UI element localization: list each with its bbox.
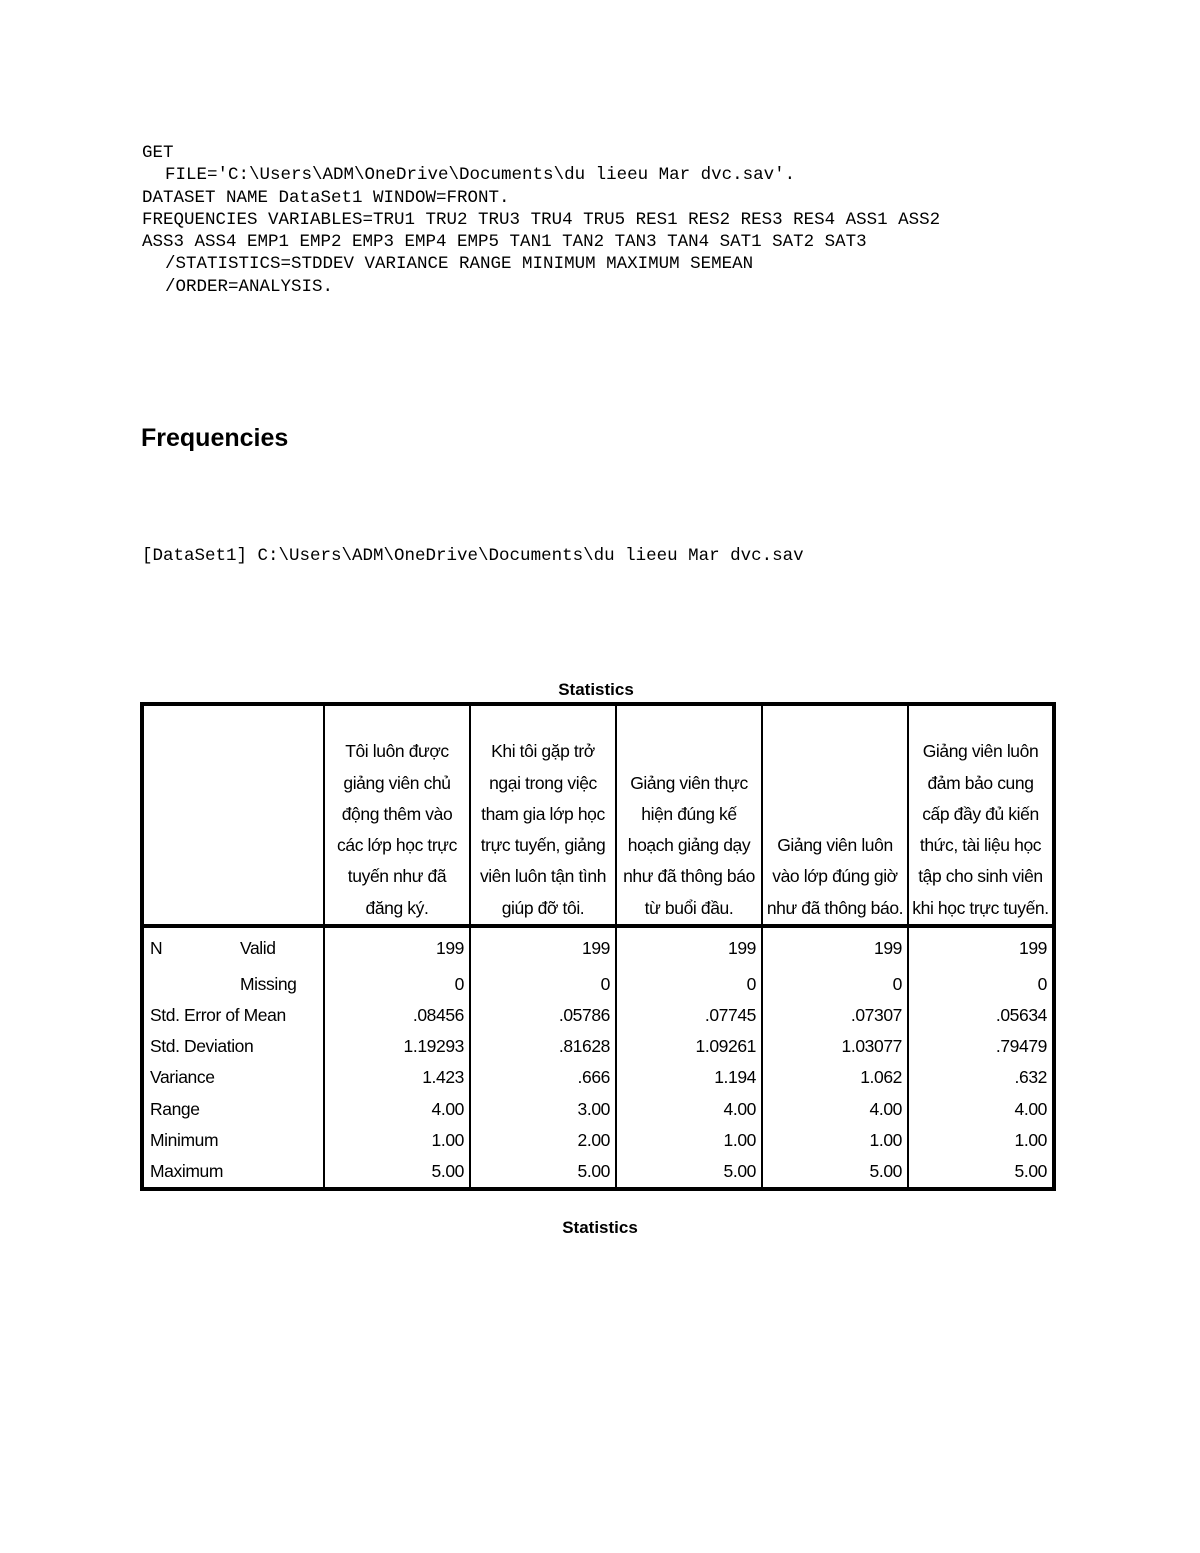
- table-cell: 199: [616, 926, 762, 968]
- row-label-empty: [142, 968, 234, 1000]
- table-cell: 5.00: [470, 1156, 616, 1189]
- syntax-line: ASS3 ASS4 EMP1 EMP2 EMP3 EMP4 EMP5 TAN1 TAN2 TAN3 TAN4 SAT1 SAT2 SAT3: [142, 232, 867, 253]
- table-cell: 4.00: [762, 1094, 908, 1125]
- table-cell: .632: [908, 1062, 1054, 1093]
- table-cell: 199: [908, 926, 1054, 968]
- syntax-block: [142, 142, 940, 298]
- table-cell: 199: [470, 926, 616, 968]
- table-cell: 5.00: [324, 1156, 470, 1189]
- table-cell: 5.00: [762, 1156, 908, 1189]
- table-cell: 1.03077: [762, 1031, 908, 1062]
- syntax-line: FREQUENCIES VARIABLES=TRU1 TRU2 TRU3 TRU4 TRU5 RES1 RES2 RES3 RES4 ASS1 ASS2: [142, 209, 941, 230]
- table-cell: .05634: [908, 1000, 1054, 1031]
- table-header-row: [142, 704, 1054, 926]
- table-cell: 1.00: [762, 1125, 908, 1156]
- table-cell: 199: [762, 926, 908, 968]
- row-label-n: N: [150, 937, 163, 958]
- table-cell: 1.00: [324, 1125, 470, 1156]
- table-cell: 4.00: [616, 1094, 762, 1125]
- dataset-path: [DataSet1] C:\Users\ADM\OneDrive\Documents\du lieeu Mar dvc.sav: [142, 546, 804, 566]
- table-cell: .07745: [616, 1000, 762, 1031]
- row-label-minimum: Minimum: [142, 1125, 324, 1156]
- statistics-table: [140, 702, 1056, 1191]
- table-cell: 4.00: [324, 1094, 470, 1125]
- table-row-valid: [142, 926, 1054, 968]
- syntax-line: /STATISTICS=STDDEV VARIANCE RANGE MINIMUM MAXIMUM SEMEAN: [165, 254, 754, 275]
- table-row-variance: [142, 1062, 1054, 1093]
- table-cell: 1.062: [762, 1062, 908, 1093]
- row-label-maximum: Maximum: [142, 1156, 324, 1189]
- table-row-range: [142, 1094, 1054, 1125]
- table-cell: 5.00: [616, 1156, 762, 1189]
- table-cell: 5.00: [908, 1156, 1054, 1189]
- column-header: Khi tôi gặp trở ngại trong việc tham gia lớp học trực tuyến, giảng viên luôn tận tình giúp đỡ tôi.: [470, 704, 616, 926]
- table-cell: .07307: [762, 1000, 908, 1031]
- header-corner: [142, 704, 324, 926]
- table-cell: 1.00: [908, 1125, 1054, 1156]
- table-cell: 1.09261: [616, 1031, 762, 1062]
- column-header: Giảng viên thực hiện đúng kế hoạch giảng dạy như đã thông báo từ buổi đầu.: [616, 704, 762, 926]
- table-cell: 0: [762, 968, 908, 1000]
- row-label-range: Range: [142, 1094, 324, 1125]
- statistics-table-title: Statistics: [558, 680, 634, 699]
- table-cell: 0: [470, 968, 616, 1000]
- table-cell: .79479: [908, 1031, 1054, 1062]
- table-row-maximum: [142, 1156, 1054, 1189]
- table-cell: 2.00: [470, 1125, 616, 1156]
- syntax-line: DATASET NAME DataSet1 WINDOW=FRONT.: [142, 187, 510, 208]
- table-cell: .81628: [470, 1031, 616, 1062]
- table-cell: .08456: [324, 1000, 470, 1031]
- table-row-minimum: [142, 1125, 1054, 1156]
- table-cell: 0: [324, 968, 470, 1000]
- table-cell: 0: [616, 968, 762, 1000]
- table-cell: 1.19293: [324, 1031, 470, 1062]
- syntax-line: FILE='C:\Users\ADM\OneDrive\Documents\du lieeu Mar dvc.sav'.: [165, 165, 796, 186]
- table-cell: 0: [908, 968, 1054, 1000]
- syntax-line: /ORDER=ANALYSIS.: [165, 276, 334, 297]
- table-cell: .666: [470, 1062, 616, 1093]
- table-cell: 199: [324, 926, 470, 968]
- frequencies-heading: Frequencies: [141, 424, 289, 452]
- row-label-valid: Valid: [234, 926, 324, 968]
- table-cell: 1.194: [616, 1062, 762, 1093]
- table-cell: 3.00: [470, 1094, 616, 1125]
- column-header: Tôi luôn được giảng viên chủ động thêm vào các lớp học trực tuyến như đã đăng ký.: [324, 704, 470, 926]
- column-header: Giảng viên luôn vào lớp đúng giờ như đã thông báo.: [762, 704, 908, 926]
- table-cell: 1.423: [324, 1062, 470, 1093]
- row-label-sd: Std. Deviation: [142, 1031, 324, 1062]
- table-cell: .05786: [470, 1000, 616, 1031]
- table-cell: 4.00: [908, 1094, 1054, 1125]
- second-statistics-title: Statistics: [562, 1218, 638, 1237]
- row-label-variance: Variance: [142, 1062, 324, 1093]
- table-cell: 1.00: [616, 1125, 762, 1156]
- column-header: Giảng viên luôn đảm bảo cung cấp đầy đủ kiến thức, tài liệu học tập cho sinh viên khi học trực tuyến.: [908, 704, 1054, 926]
- syntax-line: GET: [142, 143, 174, 163]
- table-row-sem: [142, 1000, 1054, 1031]
- row-label-missing: Missing: [234, 968, 324, 1000]
- row-label-sem: Std. Error of Mean: [142, 1000, 324, 1031]
- table-row-missing: [142, 968, 1054, 1000]
- table-row-sd: [142, 1031, 1054, 1062]
